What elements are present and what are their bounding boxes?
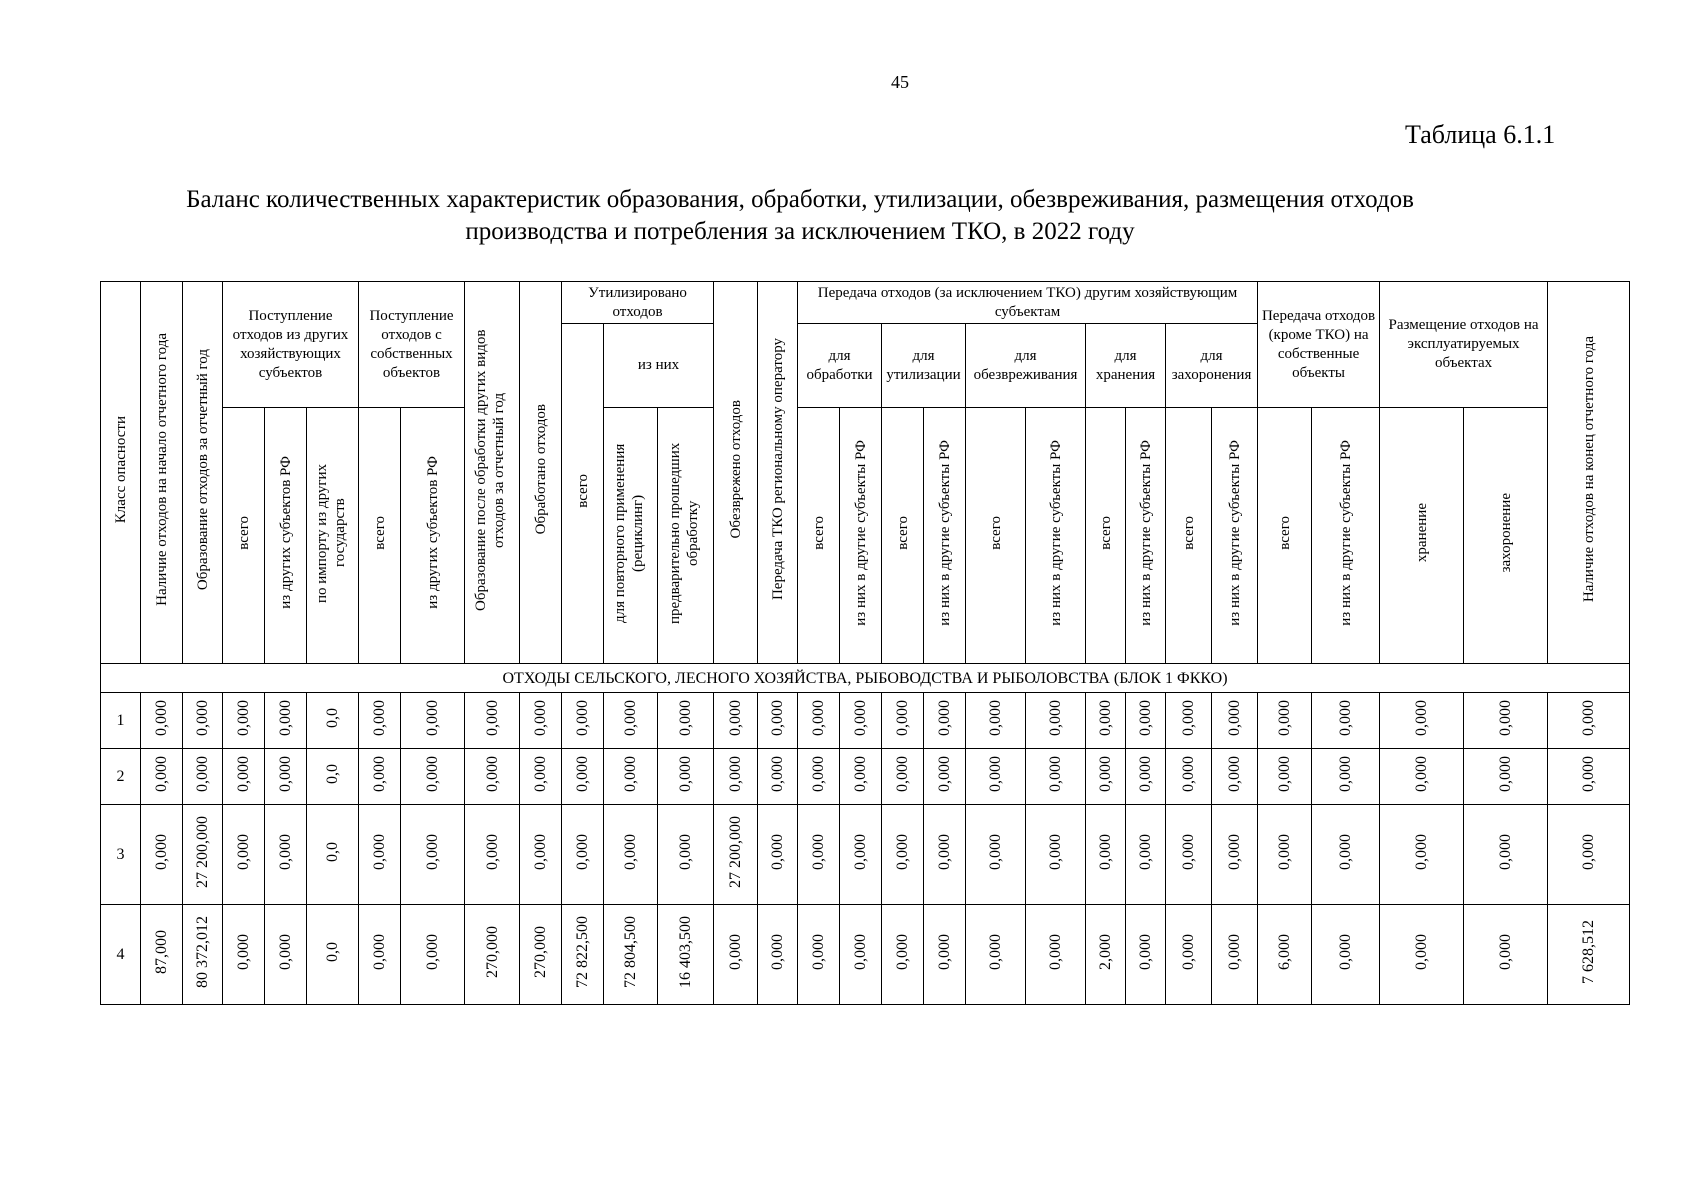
- table-cell: 0,000: [141, 693, 183, 749]
- table-cell: 0,000: [1126, 693, 1166, 749]
- table-cell: 0,000: [265, 805, 307, 905]
- table-cell: 0,000: [401, 805, 465, 905]
- table-cell: 0,000: [183, 693, 223, 749]
- header-pretreated: предварительно прошедших обработку: [658, 408, 714, 664]
- row-class: 2: [101, 749, 141, 805]
- table-cell: 0,000: [1026, 749, 1086, 805]
- table-cell: 0,000: [1166, 693, 1212, 749]
- table-cell: 0,000: [223, 693, 265, 749]
- section-row: [101, 664, 1630, 693]
- table-cell: 0,000: [465, 749, 520, 805]
- table-cell: 0,000: [465, 693, 520, 749]
- table-cell: 0,000: [966, 805, 1026, 905]
- table-cell: 0,000: [1026, 805, 1086, 905]
- header-proc-total: всего: [798, 408, 840, 664]
- table-cell: 0,0: [307, 905, 359, 1005]
- table-cell: 0,000: [758, 905, 798, 1005]
- header-for-storage: для хранения: [1086, 324, 1166, 408]
- table-cell: 0,000: [1086, 805, 1126, 905]
- table-cell: 0,000: [604, 693, 658, 749]
- header-own-total: всего: [359, 408, 401, 664]
- table-cell: 0,000: [401, 905, 465, 1005]
- table-cell: 0,000: [520, 749, 562, 805]
- header-end-year: Наличие отходов на конец отчетного года: [1548, 282, 1630, 664]
- header-placement: Размещение отходов на эксплуатируемых объектах: [1380, 282, 1548, 408]
- table-cell: 0,000: [840, 749, 882, 805]
- table-cell: 0,000: [1464, 805, 1548, 905]
- table-cell: 0,000: [1464, 693, 1548, 749]
- table-cell: 0,000: [359, 805, 401, 905]
- header-neutralized: Обезврежено отходов: [714, 282, 758, 664]
- table-row: [101, 749, 1630, 805]
- header-burial: захоронение: [1464, 408, 1548, 664]
- table-cell: 0,000: [1312, 749, 1380, 805]
- table-cell: 0,000: [1258, 749, 1312, 805]
- header-tko-operator: Передача ТКО региональному оператору: [758, 282, 798, 664]
- table-cell: 0,000: [465, 805, 520, 905]
- header-reuse: для повторного применения (рециклинг): [604, 408, 658, 664]
- table-cell: 7 628,512: [1548, 905, 1630, 1005]
- table-cell: 0,000: [1212, 693, 1258, 749]
- table-cell: 72 822,500: [562, 905, 604, 1005]
- table-cell: 80 372,012: [183, 905, 223, 1005]
- table-cell: 0,000: [520, 693, 562, 749]
- header-received-own: Поступление отходов с собственных объектов: [359, 282, 465, 408]
- table-cell: 0,000: [562, 805, 604, 905]
- table-cell: 0,0: [307, 749, 359, 805]
- table-cell: 0,000: [1166, 905, 1212, 1005]
- table-cell: 0,000: [1464, 749, 1548, 805]
- table-cell: 0,000: [758, 805, 798, 905]
- header-utilized-total: всего: [562, 324, 604, 664]
- table-cell: 0,000: [401, 693, 465, 749]
- header-neut-rf: из них в другие субъекты РФ: [1026, 408, 1086, 664]
- title-line-1: Баланс количественных характеристик образования, обработки, утилизации, обезвреживания, размещения отходов: [186, 186, 1414, 213]
- header-transfer-other: Передача отходов (за исключением ТКО) другим хозяйствующим субъектам: [798, 282, 1258, 324]
- table-cell: 0,000: [798, 805, 840, 905]
- table-cell: 0,000: [359, 905, 401, 1005]
- header-received-other: Поступление отходов из других хозяйствующих субъектов: [223, 282, 359, 408]
- table-cell: 2,000: [1086, 905, 1126, 1005]
- table-title: [150, 184, 1450, 248]
- title-line-2: производства и потребления за исключением ТКО, в 2022 году: [465, 218, 1135, 245]
- row-class: 4: [101, 905, 141, 1005]
- table-cell: 0,000: [882, 693, 924, 749]
- table-cell: 0,000: [1026, 693, 1086, 749]
- header-util-total: всего: [882, 408, 924, 664]
- header-for-processing: для обработки: [798, 324, 882, 408]
- table-cell: 0,000: [966, 749, 1026, 805]
- table-cell: 0,000: [882, 749, 924, 805]
- table-cell: 0,000: [401, 749, 465, 805]
- table-cell: 0,000: [966, 693, 1026, 749]
- table-cell: 0,000: [265, 693, 307, 749]
- table-cell: 0,000: [798, 749, 840, 805]
- table-cell: 27 200,000: [714, 805, 758, 905]
- table-cell: 0,000: [1086, 749, 1126, 805]
- table-cell: 0,000: [1380, 905, 1464, 1005]
- table-cell: 72 804,500: [604, 905, 658, 1005]
- table-cell: 0,000: [1548, 693, 1630, 749]
- table-cell: 0,000: [520, 805, 562, 905]
- table-cell: 0,000: [840, 693, 882, 749]
- header-stor-total: всего: [1086, 408, 1126, 664]
- table-cell: 0,000: [562, 749, 604, 805]
- table-cell: 0,000: [604, 749, 658, 805]
- table-cell: 0,000: [183, 749, 223, 805]
- row-class: 1: [101, 693, 141, 749]
- table-cell: 0,000: [924, 749, 966, 805]
- table-cell: 0,000: [265, 749, 307, 805]
- table-cell: 0,000: [604, 805, 658, 905]
- table-cell: 0,000: [1258, 693, 1312, 749]
- table-cell: 0,000: [1380, 749, 1464, 805]
- table-row: [101, 693, 1630, 749]
- table-cell: 0,000: [840, 905, 882, 1005]
- header-util-rf: из них в другие субъекты РФ: [924, 408, 966, 664]
- section-title: ОТХОДЫ СЕЛЬСКОГО, ЛЕСНОГО ХОЗЯЙСТВА, РЫБОВОДСТВА И РЫБОЛОВСТВА (БЛОК 1 ФККО): [101, 664, 1630, 693]
- header-import: по импорту из других государств: [307, 408, 359, 664]
- table-cell: 0,000: [265, 905, 307, 1005]
- header-storage: хранение: [1380, 408, 1464, 664]
- table-row: [101, 805, 1630, 905]
- table-cell: 0,000: [1212, 749, 1258, 805]
- table-cell: 0,000: [658, 805, 714, 905]
- header-own-other-rf: из других субъектов РФ: [401, 408, 465, 664]
- table-cell: 0,000: [562, 693, 604, 749]
- table-cell: 270,000: [520, 905, 562, 1005]
- table-cell: 0,000: [658, 749, 714, 805]
- header-neut-total: всего: [966, 408, 1026, 664]
- table-cell: 6,000: [1258, 905, 1312, 1005]
- table-cell: 0,000: [1548, 805, 1630, 905]
- header-generated: Образование отходов за отчетный год: [183, 282, 223, 664]
- table-cell: 270,000: [465, 905, 520, 1005]
- header-bur-rf: из них в другие субъекты РФ: [1212, 408, 1258, 664]
- table-cell: 0,000: [1312, 805, 1380, 905]
- table-cell: 0,000: [1380, 805, 1464, 905]
- table-cell: 0,000: [924, 805, 966, 905]
- header-generated-after: Образование после обработки других видов отходов за отчетный год: [465, 282, 520, 664]
- header-row-1: [101, 282, 1630, 324]
- table-cell: 27 200,000: [183, 805, 223, 905]
- table-cell: 0,000: [1212, 805, 1258, 905]
- table-cell: 0,000: [966, 905, 1026, 1005]
- row-class: 3: [101, 805, 141, 905]
- table-cell: 0,000: [223, 805, 265, 905]
- header-for-burial: для захоронения: [1166, 324, 1258, 408]
- table-cell: 0,000: [1026, 905, 1086, 1005]
- table-cell: 0,000: [1464, 905, 1548, 1005]
- header-bur-total: всего: [1166, 408, 1212, 664]
- table-label: Таблица 6.1.1: [1405, 120, 1556, 149]
- header-for-utilization: для утилизации: [882, 324, 966, 408]
- page-number: 45: [891, 72, 909, 92]
- table-cell: 0,000: [223, 749, 265, 805]
- header-received-total: всего: [223, 408, 265, 664]
- table-cell: 0,000: [1126, 749, 1166, 805]
- table-cell: 0,000: [359, 693, 401, 749]
- table-cell: 0,000: [141, 805, 183, 905]
- balance-table: [100, 281, 1630, 1005]
- header-processed: Обработано отходов: [520, 282, 562, 664]
- header-own-transfer-total: всего: [1258, 408, 1312, 664]
- table-cell: 0,000: [1212, 905, 1258, 1005]
- header-for-neutralization: для обезвреживания: [966, 324, 1086, 408]
- header-class: Класс опасности: [101, 282, 141, 664]
- table-cell: 0,000: [758, 693, 798, 749]
- table-cell: 0,0: [307, 693, 359, 749]
- table-cell: 0,000: [714, 905, 758, 1005]
- table-cell: 0,000: [141, 749, 183, 805]
- table-cell: 0,000: [714, 749, 758, 805]
- table-cell: 0,000: [714, 693, 758, 749]
- table-cell: 0,000: [1380, 693, 1464, 749]
- table-cell: 0,000: [223, 905, 265, 1005]
- table-cell: 0,000: [758, 749, 798, 805]
- table-cell: 0,000: [1166, 749, 1212, 805]
- header-own-transfer-rf: из них в другие субъекты РФ: [1312, 408, 1380, 664]
- header-start-year: Наличие отходов на начало отчетного года: [141, 282, 183, 664]
- table-cell: 0,000: [1312, 905, 1380, 1005]
- table-cell: 0,000: [924, 693, 966, 749]
- header-stor-rf: из них в другие субъекты РФ: [1126, 408, 1166, 664]
- table-cell: 0,000: [798, 693, 840, 749]
- table-cell: 0,000: [1312, 693, 1380, 749]
- table-row: [101, 905, 1630, 1005]
- table-cell: 0,000: [1258, 805, 1312, 905]
- table-cell: 0,000: [658, 693, 714, 749]
- table-cell: 0,000: [882, 805, 924, 905]
- table-cell: 16 403,500: [658, 905, 714, 1005]
- table-cell: 0,000: [798, 905, 840, 1005]
- table-cell: 0,000: [882, 905, 924, 1005]
- table-cell: 0,000: [1126, 805, 1166, 905]
- table-cell: 0,000: [359, 749, 401, 805]
- header-of-them: из них: [604, 324, 714, 408]
- table-cell: 87,000: [141, 905, 183, 1005]
- table-cell: 0,000: [1166, 805, 1212, 905]
- table-cell: 0,000: [1548, 749, 1630, 805]
- table-cell: 0,000: [924, 905, 966, 1005]
- header-proc-rf: из них в другие субъекты РФ: [840, 408, 882, 664]
- table-cell: 0,000: [840, 805, 882, 905]
- header-row-3: [101, 408, 1630, 664]
- table-cell: 0,0: [307, 805, 359, 905]
- header-utilized: Утилизировано отходов: [562, 282, 714, 324]
- table-cell: 0,000: [1086, 693, 1126, 749]
- table-cell: 0,000: [1126, 905, 1166, 1005]
- header-received-other-rf: из других субъектов РФ: [265, 408, 307, 664]
- header-transfer-own: Передача отходов (кроме ТКО) на собственные объекты: [1258, 282, 1380, 408]
